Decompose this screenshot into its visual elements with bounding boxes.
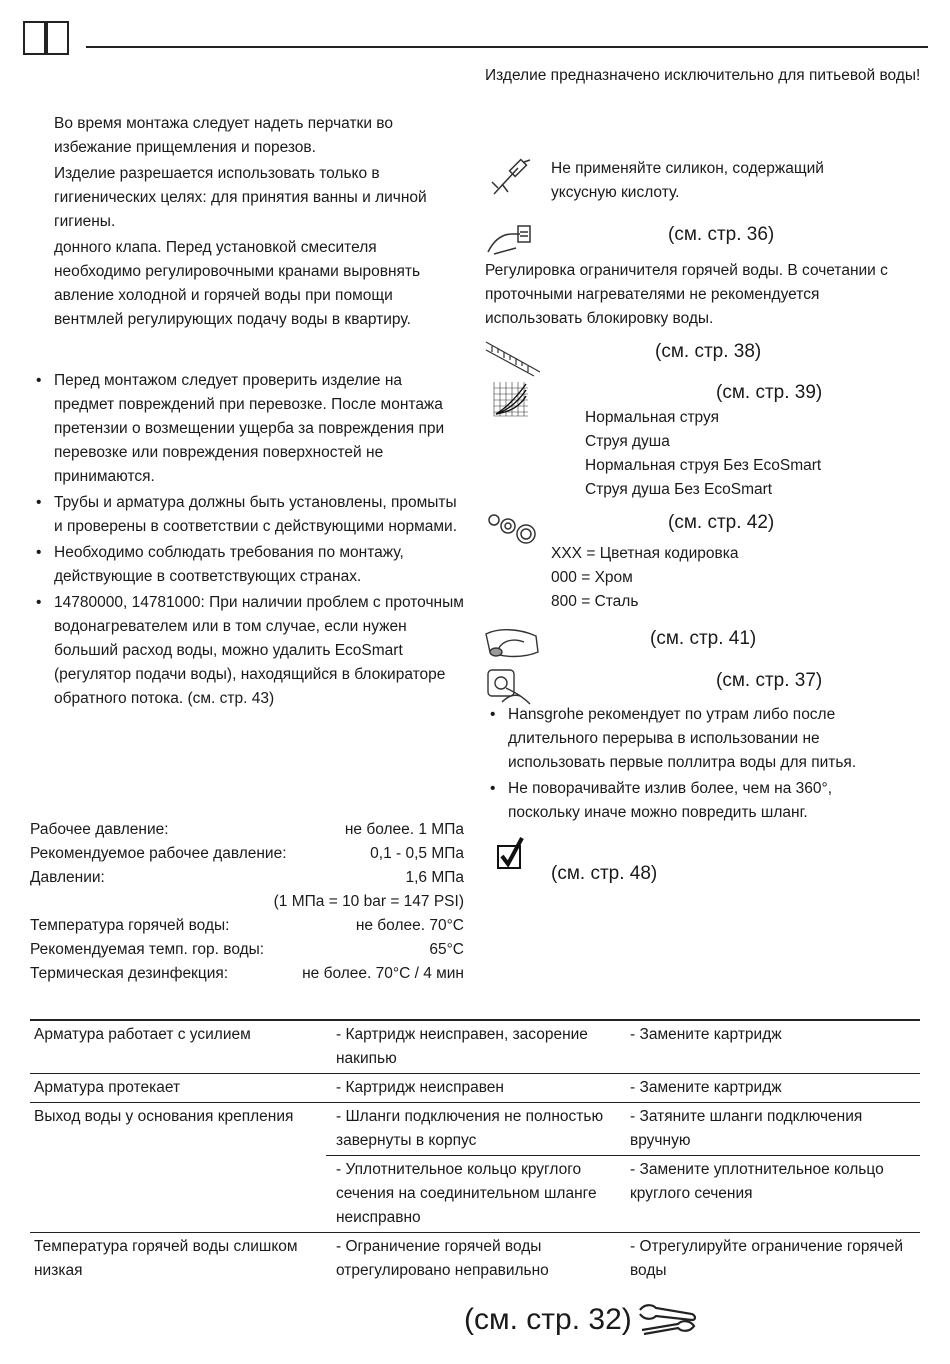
jet-type: Струя душа: [585, 433, 670, 450]
list-item: • Перед монтажом следует проверить изделие на предмет повреждений при перевозке. После монтажа претензии о возмещении ущерба за повреждения при перевозке или повреждения поверхностей не принимаются.: [32, 369, 464, 489]
jet-type: Нормальная струя: [585, 409, 719, 426]
wrench-icon: [636, 1300, 698, 1345]
problem-cell: Температура горячей воды слишком низкая: [34, 1238, 298, 1279]
header-rule: [86, 46, 928, 48]
spec-label: Термическая дезинфекция:: [30, 965, 229, 982]
table-row: [30, 1021, 920, 1074]
cause-cell: - Картридж неисправен, засорение накипью: [336, 1026, 588, 1067]
troubleshooting-table: [30, 1021, 920, 1285]
jet-type: Нормальная струя Без EcoSmart: [585, 457, 822, 474]
spec-label: Давлении:: [30, 869, 105, 886]
page-ref: (см. стр. 41): [650, 628, 757, 649]
fix-cell: - Замените картридж: [630, 1026, 782, 1043]
page-ref: (см. стр. 36): [668, 224, 775, 245]
table-row: [30, 1233, 920, 1286]
spec-label: Температура горячей воды:: [30, 917, 230, 934]
scale-icon: [484, 338, 542, 383]
problem-cell: Арматура протекает: [34, 1079, 181, 1096]
problem-cell: [30, 1156, 326, 1233]
page-ref: (см. стр. 42): [668, 512, 775, 533]
list-item: • Трубы и арматура должны быть установлены, промыты и проверены в соответствии с действующими нормами.: [32, 491, 464, 539]
problem-cell: Арматура работает с усилием: [34, 1026, 251, 1043]
list-item: • Hansgrohe рекомендует по утрам либо после длительного перерыва в использовании не использовать первые поллитра воды для питья.: [486, 703, 906, 775]
cause-cell: - Картридж неисправен: [336, 1079, 504, 1096]
cause-cell: - Уплотнительное кольцо круглого сечения на соединительном шланге неисправно: [336, 1161, 597, 1226]
equals-sign: =: [581, 569, 591, 586]
checkbox-icon: [496, 836, 526, 877]
spec-label: Рекомендуемое рабочее давление:: [30, 845, 287, 862]
list-item: • 14780000, 14781000: При наличии проблем с проточным водонагревателем или в том случае, если нужен больший расход воды, можно удалить EcoSmart (регулятор подачи воды), находящийся в блокираторе обратного потока. (см. стр. 43): [32, 591, 464, 711]
book-icon: [22, 18, 70, 61]
hot-water-limit-text: Регулировка ограничителя горячей воды. В сочетании с проточными нагревателями не рекомендуется использовать блокировку воды.: [485, 262, 888, 327]
spec-value: не более. 1 МПа: [344, 821, 464, 838]
silicone-warning: Не применяйте силикон, содержащий уксусную кислоту.: [551, 160, 824, 201]
cause-cell: - Шланги подключения не полностью завернуты в корпус: [326, 1103, 622, 1156]
list-item: • Не поворачивайте излив более, чем на 360°, поскольку иначе можно повредить шланг.: [486, 777, 906, 825]
table-row: [30, 1103, 920, 1156]
color-name: Хром: [594, 569, 633, 586]
table-row: [30, 1074, 920, 1103]
safety-list: [32, 369, 464, 711]
spec-label: Рекомендуемая темп. гор. воды:: [30, 941, 265, 958]
parts-icon: [486, 512, 542, 551]
fix-cell: - Замените уплотнительное кольцо круглого сечения: [630, 1161, 884, 1202]
spec-value: не более. 70°C: [355, 917, 464, 934]
intro-paragraph: Во время монтажа следует надеть перчатки во избежание прищемления и порезов.: [54, 115, 393, 156]
equals-sign: =: [586, 545, 596, 562]
spec-label: Рабочее давление:: [30, 821, 169, 838]
color-code: 800: [551, 593, 577, 610]
jet-list: [585, 406, 905, 502]
color-name: Цветная кодировка: [599, 545, 739, 562]
flow-graph-icon: [492, 380, 530, 423]
color-code: XXX: [551, 545, 583, 562]
silicone-gun-icon: [488, 158, 532, 203]
page-ref: (см. стр. 38): [655, 341, 762, 362]
spec-value: 65°C: [429, 941, 464, 958]
spec-value: 0,1 - 0,5 МПа: [370, 845, 464, 862]
color-code: 000: [551, 569, 577, 586]
problem-cell: Выход воды у основания крепления: [34, 1108, 294, 1125]
intro-paragraph: донного клапа. Перед установкой смесителя необходимо регулировочными кранами выровнять авление холодной и горячей воды при помощи вентмлей регулирующих подачу воды в квартиру.: [54, 239, 421, 328]
page-ref: (см. стр. 48): [551, 863, 658, 884]
fix-cell: - Отрегулируйте ограничение горячей воды: [630, 1238, 904, 1279]
spec-value: (1 МПа = 10 bar = 147 PSI): [273, 893, 464, 910]
cause-cell: - Ограничение горячей воды отрегулировано неправильно: [336, 1238, 549, 1279]
table-row: [30, 1156, 920, 1233]
list-item: • Необходимо соблюдать требования по монтажу, действующие в соответствующих странах.: [32, 541, 464, 589]
page-ref: (см. стр. 37): [716, 670, 823, 691]
drinking-water-note: Изделие предназначено исключительно для питьевой воды!: [485, 67, 921, 84]
intro-block: [54, 112, 464, 332]
color-name: Сталь: [594, 593, 639, 610]
fix-cell: - Замените картридж: [630, 1079, 782, 1096]
jet-type: Струя душа Без EcoSmart: [585, 481, 773, 498]
page-ref: (см. стр. 39): [716, 382, 823, 403]
equals-sign: =: [581, 593, 591, 610]
fix-cell: - Затяните шланги подключения вручную: [622, 1103, 920, 1156]
tech-specs: [30, 818, 464, 986]
usage-list: [486, 703, 906, 825]
footer-page-ref: (см. стр. 32): [464, 1303, 632, 1336]
cleaning-hand-icon: [484, 624, 542, 669]
spec-value: не более. 70°C / 4 мин: [302, 965, 464, 982]
intro-paragraph: Изделие разрешается использовать только в гигиенических целях: для принятия ванны и личной гигиены.: [54, 165, 427, 230]
hand-adjust-icon: [486, 222, 534, 263]
spec-value: 1,6 МПа: [405, 869, 464, 886]
color-codes: [551, 542, 881, 614]
